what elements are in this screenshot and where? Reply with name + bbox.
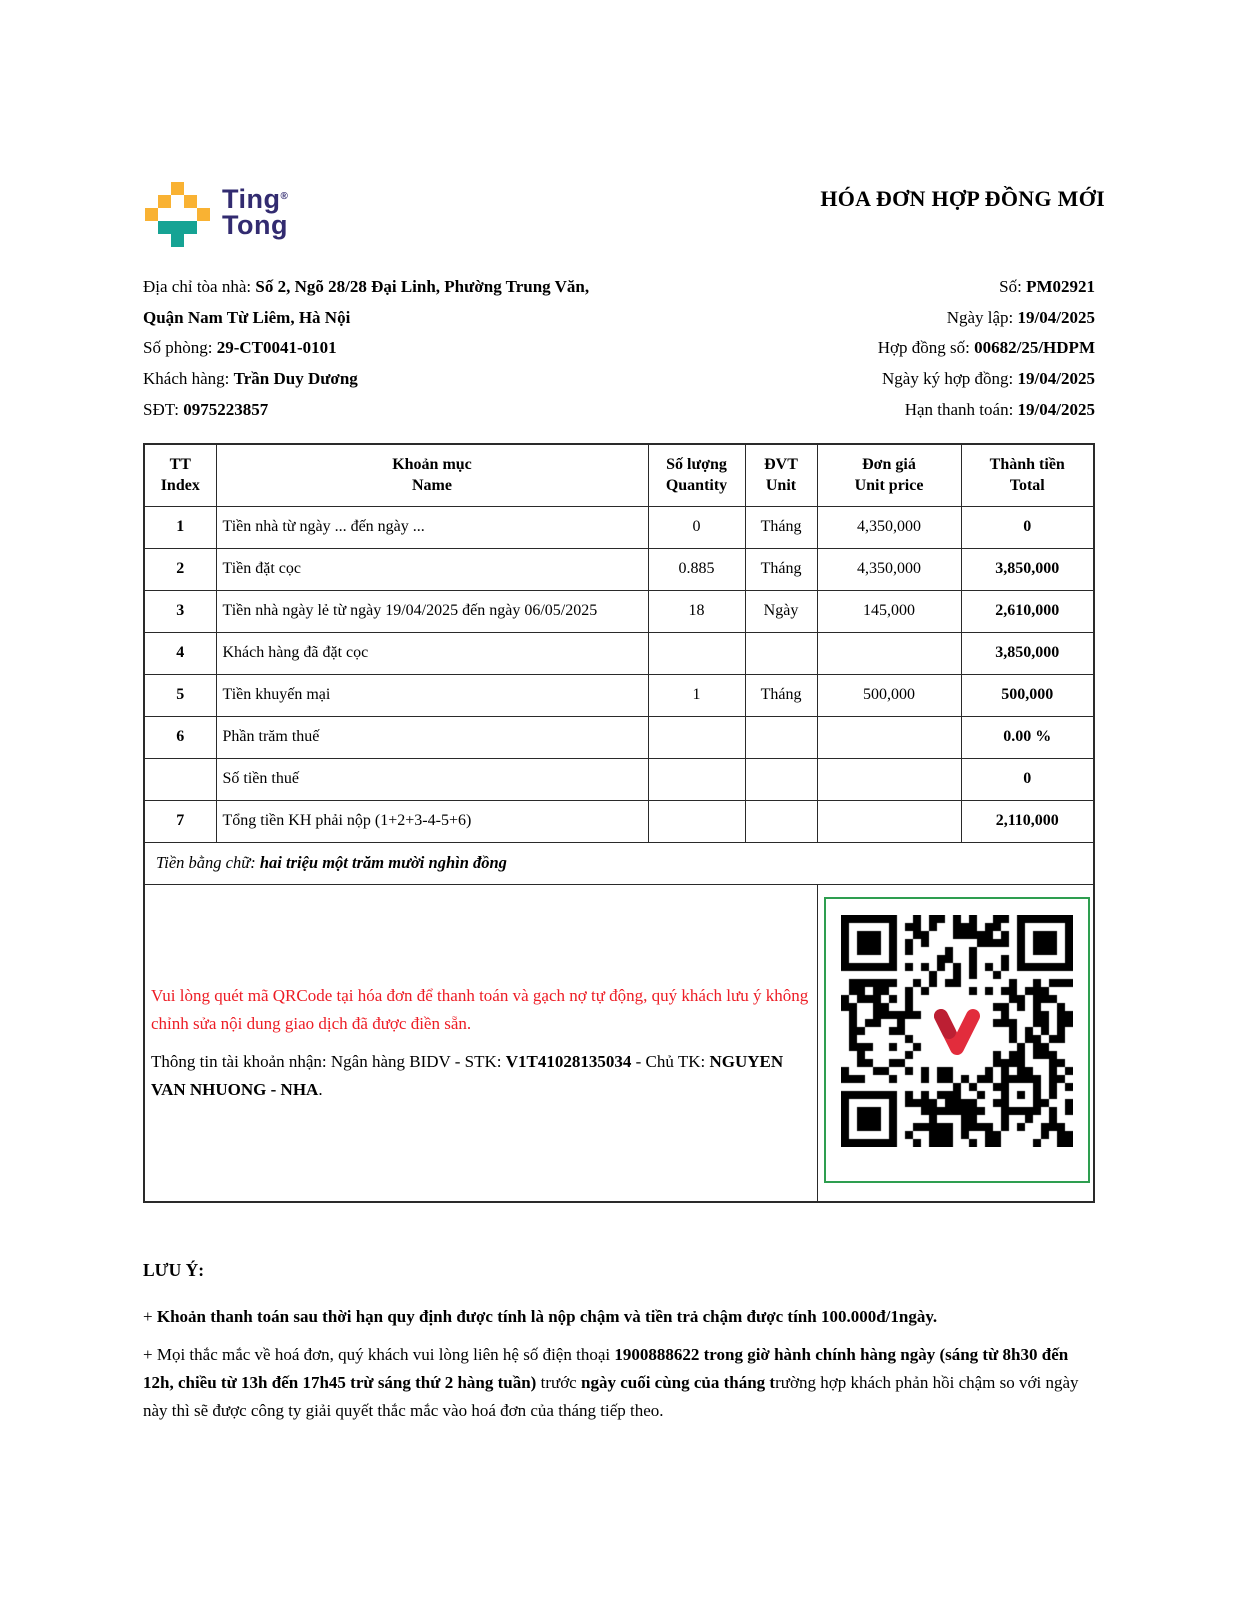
header-name — [216, 444, 648, 506]
header-total-en: Total — [1009, 477, 1045, 495]
address-label: Địa chỉ tòa nhà: — [143, 277, 256, 296]
cell-total: 0 — [961, 758, 1094, 800]
cell-total: 3,850,000 — [961, 632, 1094, 674]
cell-qty: 1 — [648, 674, 745, 716]
logo-square — [171, 234, 184, 247]
customer-line — [143, 364, 589, 395]
amount-in-words-value: hai triệu một trăm mười nghìn đồng — [259, 853, 507, 872]
logo-word-ting: Ting — [222, 184, 281, 214]
cell-price: 500,000 — [817, 674, 961, 716]
qr-code — [841, 915, 1073, 1147]
contract-number-label: Hợp đồng số: — [877, 338, 975, 358]
cell-unit — [745, 716, 817, 758]
tingtong-logo-text — [222, 184, 288, 238]
cell-price: 4,350,000 — [817, 548, 961, 590]
cell-unit — [745, 800, 817, 842]
header-index-en: Index — [160, 477, 200, 495]
header-unit-vi: ĐVT — [764, 456, 798, 474]
cell-price — [817, 800, 961, 842]
phone-line — [143, 395, 589, 426]
cell-unit — [745, 632, 817, 674]
contract-number-value: 00682/25/HDPM — [974, 338, 1095, 358]
qr-code-frame — [824, 897, 1090, 1183]
cell-name: Tiền nhà ngày lẻ từ ngày 19/04/2025 đến ngày 06/05/2025 — [216, 590, 648, 632]
contract-number-line — [878, 333, 1095, 364]
cell-qty — [648, 716, 745, 758]
cell-unit: Tháng — [745, 674, 817, 716]
address-value-2: Quận Nam Từ Liêm, Hà Nội — [143, 307, 351, 327]
account-number: V1T41028135034 — [505, 1051, 632, 1071]
header-index-vi: TT — [169, 456, 191, 474]
invoice-number-label: Số: — [999, 277, 1027, 296]
cell-unit — [745, 758, 817, 800]
qr-instruction-text: Vui lòng quét mã QRCode tại hóa đơn để thanh toán và gạch nợ tự động, quý khách lưu ý không chỉnh sửa nội dung giao dịch đã được điền sẵn. — [151, 985, 809, 1033]
header-unit — [745, 444, 817, 506]
room-line — [143, 333, 589, 364]
cell-total: 2,110,000 — [961, 800, 1094, 842]
note1-bold: Khoản thanh toán sau thời hạn quy định được tính là nộp chậm và tiền trả chậm được tính 100.000đ/1ngày. — [156, 1307, 938, 1326]
cell-unit: Ngày — [745, 590, 817, 632]
header-unit-en: Unit — [765, 477, 797, 495]
logo-square — [158, 195, 171, 208]
notes-section — [143, 1256, 1100, 1435]
cell-qty — [648, 632, 745, 674]
note2-bold2: ngày cuối cùng của tháng t — [580, 1373, 776, 1392]
amount-in-words-label: Tiền bằng chữ: — [156, 853, 260, 872]
note2-bold1: 1900888622 trong giờ hành chính hàng ngày (sáng từ 8h30 đến 12h, chiều từ 13h đến 17h45 trừ sáng thứ 2 hàng tuần) — [143, 1345, 1069, 1392]
sign-date-line — [878, 364, 1095, 395]
table-row — [144, 674, 1094, 716]
cell-qty — [648, 758, 745, 800]
tingtong-logo — [145, 182, 288, 247]
cell-total: 0 — [961, 506, 1094, 548]
page-title: HÓA ĐƠN HỢP ĐỒNG MỚI — [820, 186, 1105, 211]
table-row — [144, 632, 1094, 674]
cell-index: 1 — [144, 506, 216, 548]
header-total-vi: Thành tiền — [989, 456, 1065, 474]
customer-label: Khách hàng: — [143, 369, 234, 389]
header-quantity-en: Quantity — [665, 477, 728, 495]
cell-unit: Tháng — [745, 506, 817, 548]
invoice-number-line — [878, 272, 1095, 303]
cell-qty: 0 — [648, 506, 745, 548]
note1-prefix: + — [143, 1307, 157, 1326]
due-date-label: Hạn thanh toán: — [904, 399, 1018, 419]
logo-square — [145, 208, 158, 221]
cell-name: Tiền nhà từ ngày ... đến ngày ... — [216, 506, 648, 548]
due-date-value: 19/04/2025 — [1017, 399, 1095, 419]
invoice-table — [143, 443, 1095, 1203]
address-line-2 — [143, 303, 589, 334]
logo-square — [197, 208, 210, 221]
issue-date-line — [878, 303, 1095, 334]
payment-row — [144, 884, 1094, 1202]
customer-info — [143, 272, 589, 426]
cell-price — [817, 716, 961, 758]
payment-instructions-cell — [144, 884, 817, 1202]
note-late-payment — [143, 1303, 1100, 1331]
cell-unit: Tháng — [745, 548, 817, 590]
red-v-icon — [929, 1003, 985, 1059]
amount-in-words-row — [144, 842, 1094, 884]
note2-part3: rường hợp khách phản hồi chậm so với ngày này thì sẽ được công ty giải quyết thắc mắc vào hoá đơn của tháng tiếp theo. — [143, 1373, 1079, 1420]
notes-heading: LƯU Ý: — [143, 1260, 205, 1280]
logo-square — [171, 182, 184, 195]
cell-total: 0.00 % — [961, 716, 1094, 758]
table-row — [144, 590, 1094, 632]
amount-in-words-cell — [144, 842, 1094, 884]
cell-name: Tiền khuyến mại — [216, 674, 648, 716]
header-name-vi: Khoản mục — [392, 456, 472, 474]
cell-index: 3 — [144, 590, 216, 632]
invoice-meta — [878, 272, 1095, 426]
table-row — [144, 506, 1094, 548]
cell-qty: 18 — [648, 590, 745, 632]
pixel-arrow-tree-icon — [145, 182, 210, 247]
registered-mark: ® — [280, 191, 289, 202]
cell-price: 4,350,000 — [817, 506, 961, 548]
cell-index: 4 — [144, 632, 216, 674]
cell-index: 5 — [144, 674, 216, 716]
cell-name: Tiền đặt cọc — [216, 548, 648, 590]
phone-value: 0975223857 — [183, 399, 269, 419]
cell-index: 6 — [144, 716, 216, 758]
cell-index: 7 — [144, 800, 216, 842]
header-index — [144, 444, 216, 506]
customer-value: Trần Duy Dương — [233, 369, 358, 389]
header-unit-price — [817, 444, 961, 506]
address-line — [143, 272, 589, 303]
header-unit-price-en: Unit price — [854, 477, 924, 495]
cell-name: Khách hàng đã đặt cọc — [216, 632, 648, 674]
account-mid: - Chủ TK: — [631, 1051, 710, 1071]
logo-bar — [158, 221, 197, 234]
address-value: Số 2, Ngõ 28/28 Đại Linh, Phường Trung Văn, — [255, 277, 590, 296]
cell-total: 3,850,000 — [961, 548, 1094, 590]
header-total — [961, 444, 1094, 506]
table-row — [144, 548, 1094, 590]
cell-price — [817, 632, 961, 674]
header-quantity — [648, 444, 745, 506]
cell-qty — [648, 800, 745, 842]
cell-index — [144, 758, 216, 800]
account-prefix: Thông tin tài khoản nhận: Ngân hàng BIDV - STK: — [151, 1051, 506, 1071]
logo-square — [184, 195, 197, 208]
table-row — [144, 758, 1094, 800]
cell-price — [817, 758, 961, 800]
phone-label: SĐT: — [143, 399, 184, 419]
cell-name: Tổng tiền KH phải nộp (1+2+3-4-5+6) — [216, 800, 648, 842]
account-info-text — [151, 1048, 811, 1104]
room-value: 29-CT0041-0101 — [216, 338, 337, 358]
header-quantity-vi: Số lượng — [666, 456, 727, 474]
cell-price: 145,000 — [817, 590, 961, 632]
table-header-row — [144, 444, 1094, 506]
cell-total: 500,000 — [961, 674, 1094, 716]
issue-date-value: 19/04/2025 — [1017, 307, 1095, 327]
cell-name: Số tiền thuế — [216, 758, 648, 800]
cell-qty: 0.885 — [648, 548, 745, 590]
table-row — [144, 800, 1094, 842]
table-row — [144, 716, 1094, 758]
room-label: Số phòng: — [143, 338, 217, 358]
note2-part1: + Mọi thắc mắc về hoá đơn, quý khách vui lòng liên hệ số điện thoại — [143, 1345, 615, 1364]
header-name-en: Name — [412, 477, 452, 495]
cell-name: Phần trăm thuế — [216, 716, 648, 758]
header-unit-price-vi: Đơn giá — [862, 456, 916, 474]
logo-word-tong: Tong — [222, 210, 288, 240]
cell-total: 2,610,000 — [961, 590, 1094, 632]
note-hotline — [143, 1341, 1100, 1425]
due-date-line — [878, 395, 1095, 426]
cell-index: 2 — [144, 548, 216, 590]
account-suffix: . — [318, 1079, 323, 1099]
account-holder: NGUYEN VAN NHUONG - NHA — [151, 1051, 784, 1099]
issue-date-label: Ngày lập: — [946, 307, 1018, 327]
note2-part2: trước — [536, 1373, 581, 1392]
sign-date-label: Ngày ký hợp đồng: — [882, 369, 1018, 389]
invoice-number-value: PM02921 — [1026, 277, 1095, 296]
qr-code-cell — [817, 884, 1094, 1202]
sign-date-value: 19/04/2025 — [1017, 369, 1095, 389]
